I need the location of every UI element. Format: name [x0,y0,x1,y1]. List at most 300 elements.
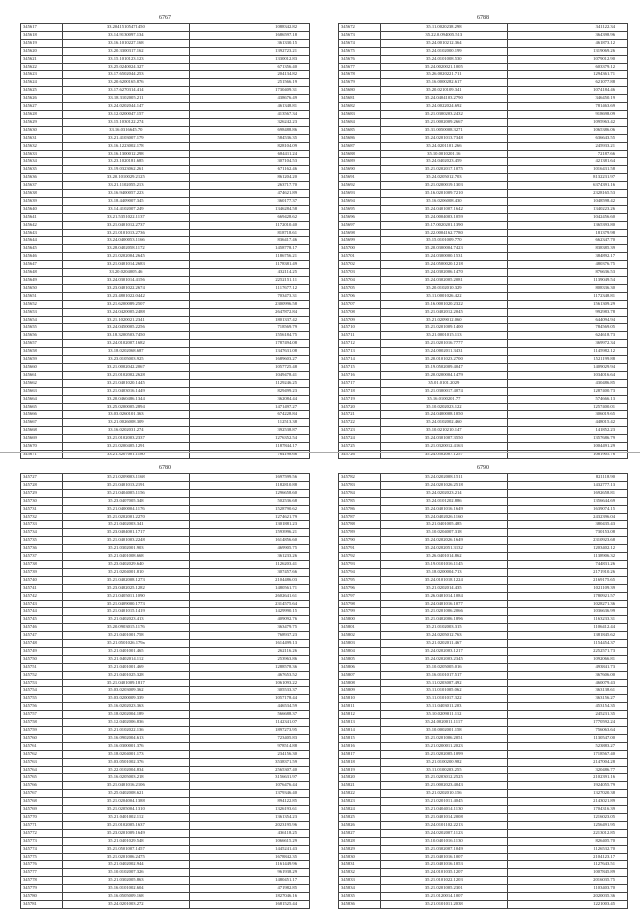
code-cell: 35.25.0402008.621 [62,790,189,798]
value-cell: 204134.82 [189,71,309,79]
row-id-cell: 345814 [339,727,381,735]
row-id-cell: 345621 [21,55,63,63]
table-row [21,103,310,111]
table-row [339,821,628,829]
value-cell: 361233.26 [189,553,309,561]
code-cell: 35.21.0401025.328 [62,671,189,679]
value-cell: 1182810.88 [189,481,309,489]
value-cell: 1704316.39 [507,806,627,814]
table-panel-6767 [20,14,310,459]
row-id-cell: 345643 [21,229,63,237]
row-id-cell: 345637 [21,182,63,190]
row-id-cell: 345749 [21,647,63,655]
code-cell: 33.20415105471450 [62,24,189,32]
table-row [339,221,628,229]
row-id-cell: 345642 [21,221,63,229]
row-id-cell: 345769 [21,806,63,814]
table-row [21,47,310,55]
table-row [21,806,310,814]
table-row [21,166,310,174]
row-id-cell: 345750 [21,655,63,663]
row-id-cell: 345743 [21,600,63,608]
code-cell: 33.17.6270314.414 [62,87,189,95]
value-cell: 448015.42 [507,419,627,427]
value-cell: 1172348.81 [507,292,627,300]
table-row [21,182,310,190]
code-cell: 35.21.0202014.435 [380,584,507,592]
table-row [21,616,310,624]
table-row [21,190,310,198]
code-cell: 35.10.0205005.016 [380,663,507,671]
table-row [21,861,310,869]
row-id-cell: 345817 [339,750,381,758]
code-cell: 35.24.0201026.2518 [380,481,507,489]
row-id-cell: 345632 [21,142,63,150]
table-row [21,134,310,142]
row-id-cell: 345627 [21,103,63,111]
row-id-cell: 345618 [21,31,63,39]
code-cell: 35.24.0202003.1217 [380,647,507,655]
value-cell: 1326193.61 [189,806,309,814]
row-id-cell: 345790 [339,537,381,545]
value-cell: 234156.30 [189,750,309,758]
code-cell: 35.11.0101017.322 [380,695,507,703]
code-cell: 33.24.0301014.4156 [62,277,189,285]
code-cell: 35.21.0401001.469 [62,663,189,671]
value-cell: 808336.30 [507,284,627,292]
value-cell: 1471497.27 [189,403,309,411]
row-id-cell: 345794 [339,568,381,576]
code-cell: 33.16.0202031.274 [62,427,189,435]
table-row [21,671,310,679]
row-id-cell: 345811 [339,703,381,711]
row-id-cell: 345734 [21,529,63,537]
value-cell: 245231.35 [507,711,627,719]
code-cell: 35.16.0101017.517 [380,671,507,679]
table-row [339,671,628,679]
table-row [21,443,310,451]
code-cell: 33.20.0460486.1344 [62,395,189,403]
table-row [339,679,628,687]
value-cell: 1161449.96 [189,861,309,869]
value-cell: 2328165.53 [507,190,627,198]
value-cell: 2252151.11 [189,277,309,285]
row-id-cell: 345685 [339,126,381,134]
code-cell: 33.12.0200047.157 [62,110,189,118]
row-id-cell: 345718 [339,387,381,395]
row-id-cell: 345644 [21,237,63,245]
value-cell: 2647872.84 [189,308,309,316]
code-cell: 35.21.0302005.863 [62,877,189,885]
code-cell: 33.24.0102007.1682 [62,340,189,348]
code-cell: 33.24.0400053.1166 [62,237,189,245]
table-row [21,24,310,32]
value-cell: 480376.75 [507,261,627,269]
code-cell: 35.24.0401016.1077 [380,600,507,608]
row-id-cell: 345652 [21,300,63,308]
value-cell: 1079012.90 [507,55,627,63]
row-id-cell: 345722 [339,419,381,427]
table-row [339,829,628,837]
value-cell: 1036636.99 [507,608,627,616]
table-row [21,545,310,553]
table-row [21,885,310,893]
row-id-cell: 345635 [21,166,63,174]
table-row [21,474,310,482]
table-row [339,435,628,443]
row-id-cell: 345805 [339,655,381,663]
row-id-cell: 345787 [339,513,381,521]
code-cell: 35.03.0203009.362 [62,687,189,695]
table-row [339,474,628,482]
row-id-cell: 345692 [339,182,381,190]
row-id-cell: 345695 [339,205,381,213]
row-id-cell: 345724 [339,435,381,443]
table-row [339,213,628,221]
row-id-cell: 345812 [339,711,381,719]
code-cell: 33.23.0401022.2674 [62,284,189,292]
row-id-cell: 345739 [21,568,63,576]
row-id-cell: 345622 [21,63,63,71]
table-row [339,529,628,537]
value-cell: 380435.43 [507,521,627,529]
row-id-cell: 345723 [339,427,381,435]
value-cell: 1203402.12 [507,545,627,553]
value-cell: 1129246.25 [189,379,309,387]
table-row [21,505,310,513]
row-id-cell: 345715 [339,363,381,371]
table-row [339,103,628,111]
code-cell: 35.10.0209011.112 [380,711,507,719]
value-cell: 1347631.08 [189,348,309,356]
value-cell: 1897273.95 [189,727,309,735]
table-row [339,584,628,592]
value-cell: 1686597.18 [189,31,309,39]
code-cell: 33.21.0102002.2628 [62,371,189,379]
code-cell: 35.24.0101018.1224 [380,576,507,584]
code-cell: 35.24.0404103.2790 [380,95,507,103]
table-row [339,703,628,711]
code-cell: 35.10.0002001.158 [380,727,507,735]
row-id-cell: 345764 [21,766,63,774]
table-row [339,174,628,182]
code-cell: 33.18.3102005.211 [62,95,189,103]
row-id-cell: 345780 [21,893,63,901]
table-row [339,734,628,742]
row-id-cell: 345648 [21,269,63,277]
row-id-cell: 345661 [21,371,63,379]
value-cell: 253963.86 [189,655,309,663]
table-row [21,766,310,774]
row-id-cell: 345689 [339,158,381,166]
code-cell: 35.24.0010212.364 [380,39,507,47]
row-id-cell: 345619 [21,39,63,47]
value-cell: 409092.76 [189,616,309,624]
code-cell: 35.11.0101005.062 [380,687,507,695]
value-cell: 644094.94 [507,316,627,324]
value-cell: 1057725.48 [189,363,309,371]
code-cell: 33.21.5351022.1137 [62,213,189,221]
code-cell: 35.21.0302001.903 [62,545,189,553]
row-id-cell: 345829 [339,845,381,853]
row-id-cell: 345751 [21,663,63,671]
code-cell: 35.24.0101035.1207 [380,869,507,877]
code-cell: 33.20.1010029.2125 [62,174,189,182]
code-cell: 35.24.0402026.1160 [380,513,507,521]
value-cell: 384892.17 [507,253,627,261]
value-cell: 662347.70 [507,237,627,245]
code-cell: 33.21.0401012.2737 [62,221,189,229]
code-cell: 35.24.0002011.3431 [380,348,507,356]
value-cell: 307104.53 [189,158,309,166]
code-cell: 35.16.0001020.2322 [380,300,507,308]
value-cell: 1381845.62 [507,632,627,640]
table-row [21,845,310,853]
value-cell: 1276352.54 [189,435,309,443]
code-cell: 35.21.0300017.4074 [380,387,507,395]
table-row [21,324,310,332]
code-cell: 33.15.1010123.123 [62,55,189,63]
value-cell: 181379.98 [507,229,627,237]
row-id-cell: 345683 [339,110,381,118]
value-cell: 1287400.73 [507,387,627,395]
table-row [339,576,628,584]
table-row [21,529,310,537]
value-cell: 2310923.68 [507,537,627,545]
value-cell: 471982.85 [189,885,309,893]
code-cell: 35.24.0102000.199 [380,47,507,55]
table-row [21,497,310,505]
row-id-cell: 345783 [339,481,381,489]
value-cell: 718569.79 [189,324,309,332]
value-cell: 2169175.65 [507,576,627,584]
row-id-cell: 345662 [21,379,63,387]
row-id-cell: 345796 [339,584,381,592]
row-id-cell: 345654 [21,316,63,324]
table-row [339,403,628,411]
code-cell: 35.21.0002023.4043 [380,782,507,790]
row-id-cell: 345825 [339,813,381,821]
value-cell: 674228.84 [189,411,309,419]
code-cell: 35.24.0020011.1117 [380,719,507,727]
table-row [21,600,310,608]
row-id-cell: 345823 [339,798,381,806]
code-cell: 35.16.0206008.430 [380,197,507,205]
row-id-cell: 345647 [21,261,63,269]
table-row [339,869,628,877]
table-row [339,711,628,719]
table-row [339,758,628,766]
value-cell: 1294361.71 [507,71,627,79]
value-cell: 818718.61 [189,229,309,237]
table-panel-6780 [20,464,310,909]
row-id-cell: 345691 [339,174,381,182]
value-cell: 1048598.42 [507,197,627,205]
data-table [20,473,310,909]
row-id-cell: 345774 [21,845,63,853]
row-id-cell: 345767 [21,790,63,798]
value-cell: 1379346.40 [189,790,309,798]
code-cell: 35.21.0401005.485 [380,521,507,529]
table-row [21,435,310,443]
code-cell: 33.21.0101013.2736 [62,229,189,237]
code-cell: 33.21.0102003.2337 [62,435,189,443]
table-row [21,118,310,126]
row-id-cell: 345726 [339,450,381,458]
value-cell: 826405.70 [507,837,627,845]
code-cell: 35.21.0201011.4045 [380,798,507,806]
code-cell: 35.21.0401002.112 [62,813,189,821]
row-id-cell: 345732 [21,513,63,521]
table-row [339,877,628,885]
row-id-cell: 345740 [21,576,63,584]
row-id-cell: 345806 [339,663,381,671]
code-cell: 35.21.0300203.2432 [380,110,507,118]
value-cell: 1092066.81 [507,655,627,663]
table-row [339,687,628,695]
value-cell: 453154.35 [507,703,627,711]
value-cell: 829499.23 [189,387,309,395]
row-id-cell: 345746 [21,624,63,632]
table-row [21,711,310,719]
value-cell: 1256491.95 [507,821,627,829]
value-cell: 363156.27 [507,695,627,703]
value-cell: 263717.70 [189,182,309,190]
row-id-cell: 345720 [339,403,381,411]
code-cell: 35.16.0202023.363 [62,703,189,711]
value-cell: 2020035.36 [507,893,627,901]
code-cell: 35.21.0401015.1419 [62,608,189,616]
row-id-cell: 345737 [21,553,63,561]
code-cell: 35.21.0401001.758 [62,632,189,640]
row-id-cell: 345672 [339,24,381,32]
value-cell: 1361354.23 [189,813,309,821]
code-cell: 35.26.0401014.862 [380,553,507,561]
row-id-cell: 345752 [21,671,63,679]
table-row [21,403,310,411]
code-cell: 33.21.3207001.1180 [62,450,189,458]
table-row [21,560,310,568]
value-cell: 1801337.42 [189,316,309,324]
row-id-cell: 345748 [21,640,63,648]
table-row [21,687,310,695]
table-row [339,845,628,853]
table-row [21,537,310,545]
code-cell: 35.21.0203012.2525 [380,774,507,782]
code-cell: 35.21.0201005.2301 [380,885,507,893]
code-cell: 35.21.0402003.341 [62,521,189,529]
value-cell: 141852.23 [507,427,627,435]
value-cell: 1130547.00 [507,734,627,742]
code-cell: 35.03.0200009.339 [62,695,189,703]
value-cell: 838385.39 [507,245,627,253]
value-cell: 621077.88 [507,79,627,87]
code-cell: 35.24.0201101.266 [380,142,507,150]
table-row [21,261,310,269]
table-row [339,371,628,379]
table-row [21,758,310,766]
value-cell: 305533.37 [189,687,309,695]
value-cell: 1186756.21 [189,253,309,261]
row-id-cell: 345684 [339,118,381,126]
value-cell: 1787494.08 [189,340,309,348]
value-cell: 1330012.83 [189,55,309,63]
row-id-cell: 345810 [339,695,381,703]
table-row [339,790,628,798]
table-row [21,679,310,687]
row-id-cell: 345756 [21,703,63,711]
table-row [339,379,628,387]
table-row [339,39,628,47]
code-cell: 35.16.0000282.617 [380,79,507,87]
value-cell: 1614499.13 [189,640,309,648]
value-cell: 1139049.54 [507,277,627,285]
row-id-cell: 345820 [339,774,381,782]
table-row [339,766,628,774]
value-cell: 1678842.35 [189,853,309,861]
row-id-cell: 345766 [21,782,63,790]
row-id-cell: 345682 [339,103,381,111]
value-cell: 6374391.16 [507,182,627,190]
table-row [21,853,310,861]
table-row [21,308,310,316]
value-cell: 1257400.01 [507,403,627,411]
row-id-cell: 345745 [21,616,63,624]
table-row [339,150,628,158]
value-cell: 603379.12 [507,63,627,71]
row-id-cell: 345795 [339,576,381,584]
code-cell: 35.24.0202051.3132 [380,545,507,553]
table-row [21,703,310,711]
table-row [339,118,628,126]
row-id-cell: 345728 [21,481,63,489]
table-row [339,742,628,750]
row-id-cell: 345708 [339,308,381,316]
table-row [339,861,628,869]
code-cell: 35.21.0120014.1007 [380,893,507,901]
table-row [21,576,310,584]
code-cell: 35.23.0402029.640 [62,560,189,568]
code-cell: 35.21.0402014.112 [62,655,189,663]
value-cell: 584536.35 [189,134,309,142]
code-cell: 35.24.0101008.530 [380,55,507,63]
code-cell: 33.16.0316645.70 [62,126,189,134]
value-cell: 1106412.44 [507,624,627,632]
table-row [339,719,628,727]
code-cell: 35.21.0200011.2023 [380,742,507,750]
table-panel-6788 [338,14,628,459]
row-id-cell: 345758 [21,719,63,727]
row-id-cell: 345721 [339,411,381,419]
row-id-cell: 345762 [21,750,63,758]
value-cell: 469905.75 [189,545,309,553]
code-cell: 35.21.0501026.179a [62,640,189,648]
value-cell: 1061093.22 [189,679,309,687]
row-id-cell: 345834 [339,885,381,893]
row-id-cell: 345641 [21,213,63,221]
table-row [339,24,628,32]
value-cell: 671162.46 [189,166,309,174]
table-row [339,55,628,63]
row-id-cell: 345832 [339,869,381,877]
code-cell: 33.23.4801022.0442 [62,292,189,300]
code-cell: 35.10.0401016.1130 [380,837,507,845]
value-cell: 245933.21 [507,142,627,150]
table-row [21,277,310,285]
value-cell: 1034016.64 [507,371,627,379]
row-id-cell: 345623 [21,71,63,79]
value-cell: 1392723.21 [189,47,309,55]
